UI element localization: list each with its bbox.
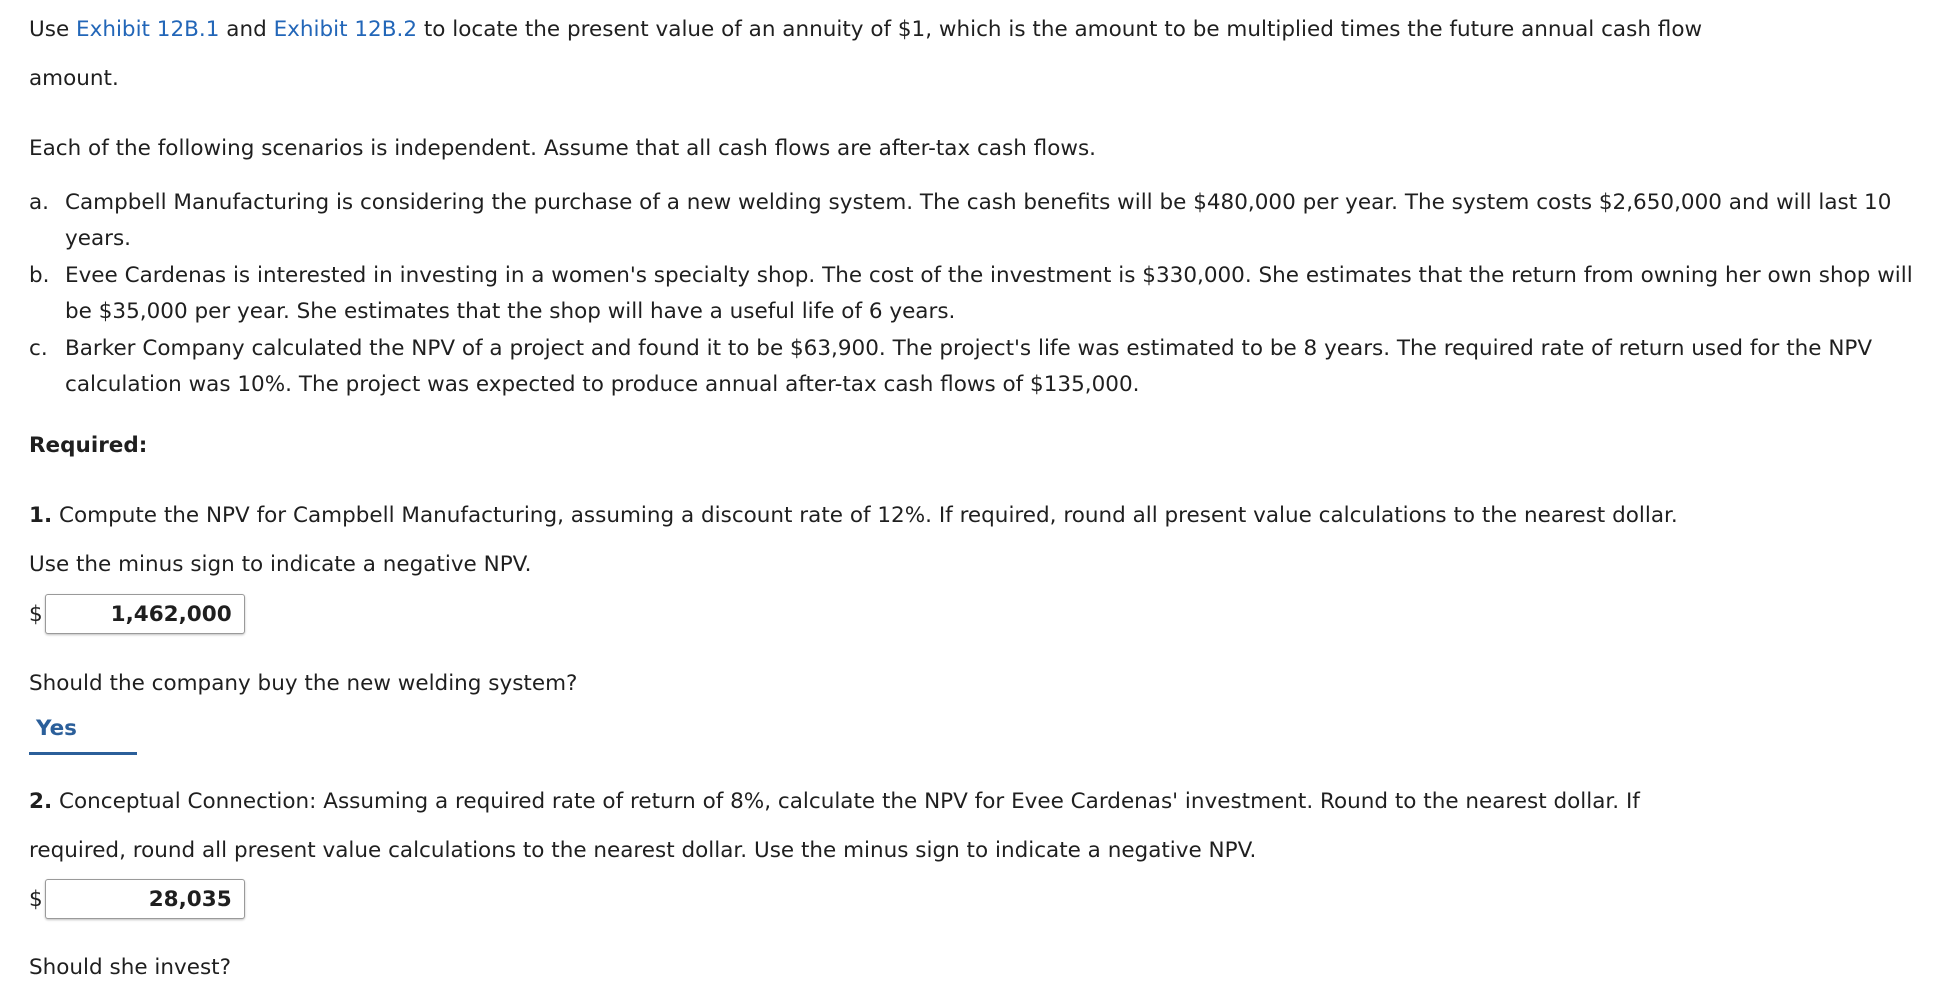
intro-line-1 [29, 17, 1702, 42]
scenario-c [29, 331, 1934, 403]
q2-npv-input[interactable] [45, 879, 245, 919]
q2-followup: Should she invest? [29, 955, 231, 980]
required-heading: Required: [29, 433, 148, 458]
scenario-a-marker: a. [29, 190, 50, 215]
scenario-b-text: Evee Cardenas is interested in investing in a women's specialty shop. The cost of the investment is $330,000. She estimates that the return from owning her own shop will be $35,000 per year. She estimates that the shop will have a useful life of 6 years. [65, 263, 1913, 324]
q2-line-1 [29, 789, 1640, 814]
exhibit-12b1-link[interactable]: Exhibit 12B.1 [76, 17, 220, 42]
q2-npv-row [29, 877, 245, 921]
q1-currency-symbol: $ [29, 601, 43, 627]
q2-number: 2. [29, 789, 53, 814]
scenario-intro: Each of the following scenarios is independent. Assume that all cash flows are after-tax cash flows. [29, 136, 1097, 161]
exhibit-12b2-link[interactable]: Exhibit 12B.2 [273, 17, 417, 42]
q1-npv-row [29, 592, 245, 636]
scenario-c-text: Barker Company calculated the NPV of a project and found it to be $63,900. The project's life was estimated to be 8 years. The required rate of return used for the NPV calculation was 10%. The project was expected to produce annual after-tax cash flows of $135,000. [65, 336, 1873, 397]
intro-and-text: and [226, 17, 267, 42]
q1-npv-input[interactable] [45, 594, 245, 634]
scenario-c-marker: c. [29, 336, 48, 361]
intro-line-2: amount. [29, 66, 119, 91]
q1-answer-dropdown[interactable] [29, 714, 137, 755]
q1-line-2: Use the minus sign to indicate a negative NPV. [29, 552, 532, 577]
scenario-b [29, 258, 1934, 330]
q2-text-1: Conceptual Connection: Assuming a required rate of return of 8%, calculate the NPV for Evee Cardenas' investment. Round to the nearest dollar. If [58, 789, 1640, 814]
scenario-a-text: Campbell Manufacturing is considering the purchase of a new welding system. The cash benefits will be $480,000 per year. The system costs $2,650,000 and will last 10 years. [65, 190, 1892, 251]
intro-use-text: Use [29, 17, 70, 42]
q1-line-1 [29, 503, 1678, 528]
q2-currency-symbol: $ [29, 886, 43, 912]
q2-line-2: required, round all present value calculations to the nearest dollar. Use the minus sign to indicate a negative NPV. [29, 838, 1257, 863]
scenario-b-marker: b. [29, 263, 50, 288]
q1-followup: Should the company buy the new welding system? [29, 671, 578, 696]
q1-text-1: Compute the NPV for Campbell Manufacturing, assuming a discount rate of 12%. If required, round all present value calculations to the nearest dollar. [58, 503, 1678, 528]
q1-answer-value: Yes [36, 716, 77, 741]
q1-number: 1. [29, 503, 53, 528]
intro-rest-text: to locate the present value of an annuity of $1, which is the amount to be multiplied times the future annual cash flow [423, 17, 1703, 42]
scenario-a [29, 185, 1934, 257]
